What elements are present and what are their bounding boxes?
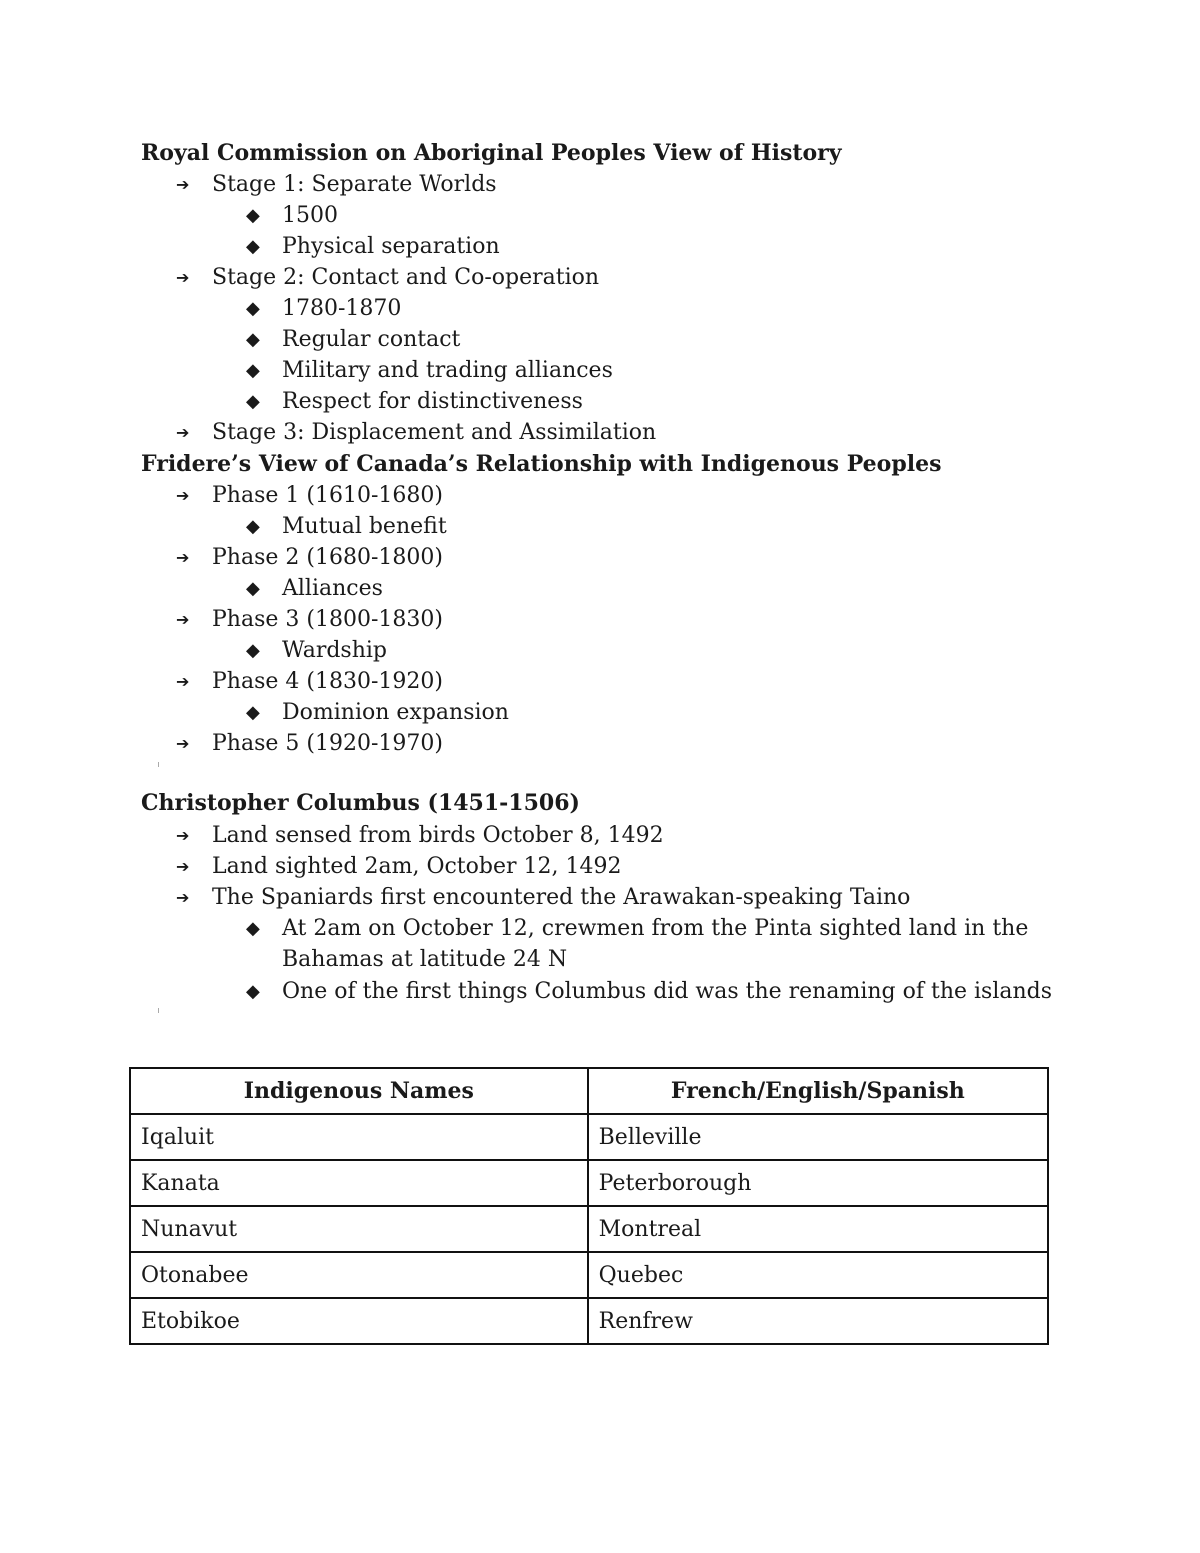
sub-list-item: ◆ 1500 [246,200,338,231]
diamond-bullet-icon: ◆ [246,298,260,319]
column-header-indigenous: Indigenous Names [130,1068,588,1114]
arrow-icon: ➔ [176,486,190,505]
diamond-bullet-icon: ◆ [246,640,260,661]
section-heading-columbus: Christopher Columbus (1451-1506) [141,790,580,816]
sub-list-item: ◆ Mutual benefit [246,511,447,542]
diamond-bullet-icon: ◆ [246,918,260,939]
diamond-bullet-icon: ◆ [246,236,260,257]
table-cell: Kanata [130,1160,588,1206]
arrow-icon: ➔ [176,268,190,287]
list-item-phase-1: ➔ Phase 1 (1610-1680) [176,480,443,511]
list-item-phase-2: ➔ Phase 2 (1680-1800) [176,542,443,573]
cursor-mark [158,762,159,767]
arrow-icon: ➔ [176,888,190,907]
sub-list-item: ◆ Alliances [246,573,383,604]
list-item-stage-2: ➔ Stage 2: Contact and Co-operation [176,262,599,293]
sub-list-item: ◆ 1780-1870 [246,293,401,324]
sub-list-item: ◆ Regular contact [246,324,460,355]
arrow-icon: ➔ [176,610,190,629]
sub-list-item: ◆ Military and trading alliances [246,355,613,386]
section-heading-frideres-view: Fridere’s View of Canada’s Relationship with Indigenous Peoples [141,451,942,477]
section-heading-royal-commission: Royal Commission on Aboriginal Peoples View of History [141,140,842,166]
diamond-bullet-icon: ◆ [246,360,260,381]
diamond-bullet-icon: ◆ [246,516,260,537]
table-cell: Etobikoe [130,1298,588,1344]
table-row [130,1298,1048,1344]
table-cell: Peterborough [588,1160,1048,1206]
table-cell: Montreal [588,1206,1048,1252]
table-cell: Quebec [588,1252,1048,1298]
sub-list-item: ◆ Dominion expansion [246,697,509,728]
table-row [130,1206,1048,1252]
diamond-bullet-icon: ◆ [246,329,260,350]
table-cell: Iqaluit [130,1114,588,1160]
table-cell: Otonabee [130,1252,588,1298]
sub-list-item: ◆ Wardship [246,635,387,666]
sub-list-item: ◆ At 2am on October 12, crewmen from the Pinta sighted land in the [246,913,1028,944]
column-header-european: French/English/Spanish [588,1068,1048,1114]
list-item-phase-5: ➔ Phase 5 (1920-1970) [176,728,443,759]
arrow-icon: ➔ [176,734,190,753]
arrow-icon: ➔ [176,672,190,691]
diamond-bullet-icon: ◆ [246,702,260,723]
place-names-table [129,1067,1049,1345]
list-item-phase-4: ➔ Phase 4 (1830-1920) [176,666,443,697]
list-item: ➔ Land sensed from birds October 8, 1492 [176,820,664,851]
list-item: ➔ The Spaniards first encountered the Arawakan-speaking Taino [176,882,910,913]
table-row [130,1252,1048,1298]
list-item: ➔ Land sighted 2am, October 12, 1492 [176,851,621,882]
sub-list-item: ◆ One of the first things Columbus did was the renaming of the islands [246,976,1052,1007]
diamond-bullet-icon: ◆ [246,205,260,226]
arrow-icon: ➔ [176,175,190,194]
arrow-icon: ➔ [176,548,190,567]
table-cell: Belleville [588,1114,1048,1160]
cursor-mark [158,1008,159,1013]
list-item-stage-3: ➔ Stage 3: Displacement and Assimilation [176,417,656,448]
table-cell: Renfrew [588,1298,1048,1344]
arrow-icon: ➔ [176,857,190,876]
arrow-icon: ➔ [176,423,190,442]
table-row [130,1160,1048,1206]
sub-list-item: ◆ Physical separation [246,231,500,262]
diamond-bullet-icon: ◆ [246,391,260,412]
sub-list-item-continuation: Bahamas at latitude 24 N [282,947,568,972]
diamond-bullet-icon: ◆ [246,981,260,1002]
list-item-stage-1: ➔ Stage 1: Separate Worlds [176,169,497,200]
list-item-phase-3: ➔ Phase 3 (1800-1830) [176,604,443,635]
table-cell: Nunavut [130,1206,588,1252]
arrow-icon: ➔ [176,826,190,845]
sub-list-item: ◆ Respect for distinctiveness [246,386,583,417]
table-header-row [130,1068,1048,1114]
diamond-bullet-icon: ◆ [246,578,260,599]
table-row [130,1114,1048,1160]
